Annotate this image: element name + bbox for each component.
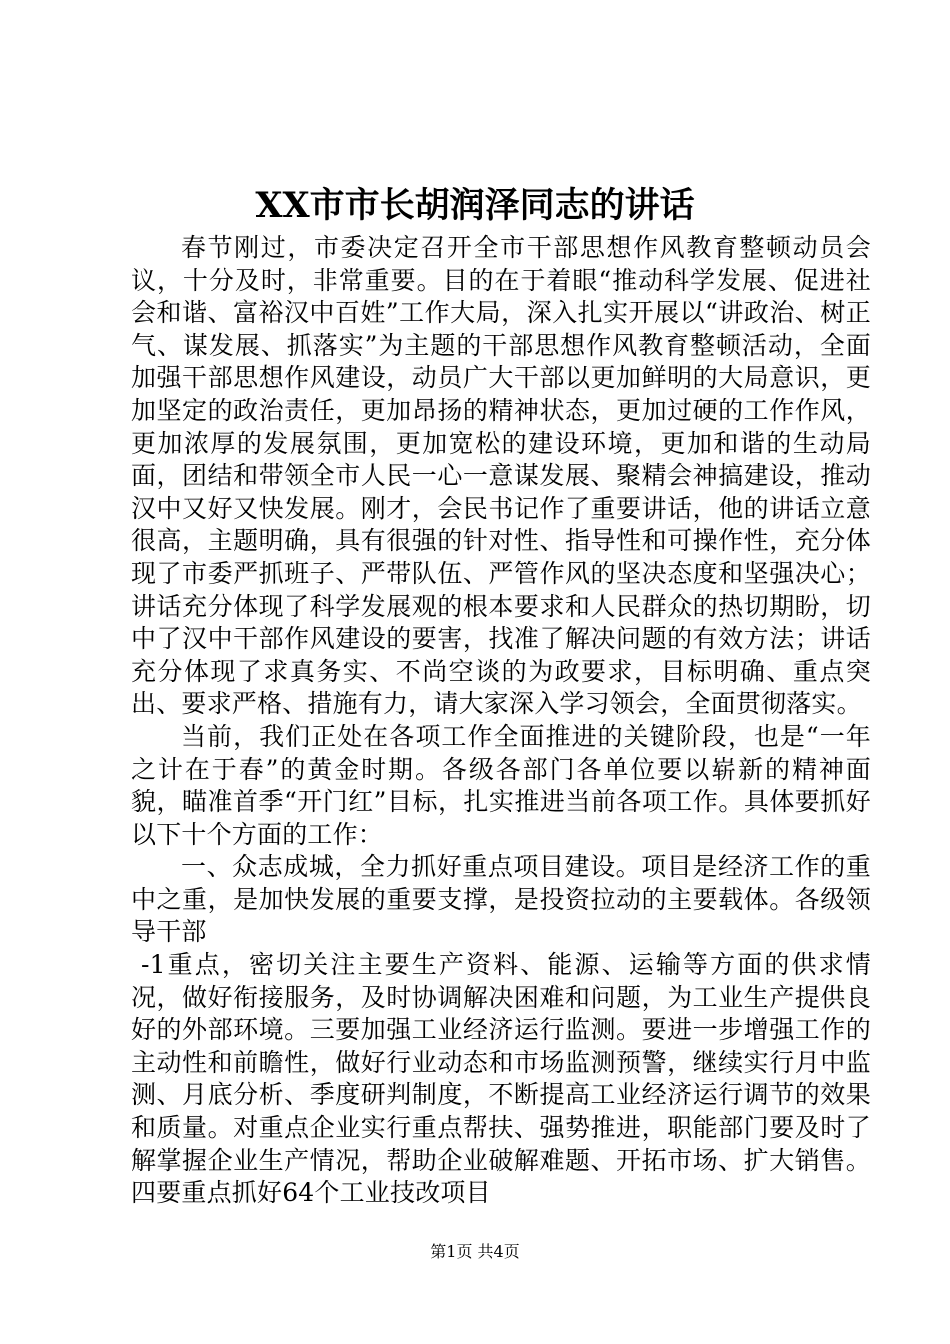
paragraph-section-one: 一、众志成城，全力抓好重点项目建设。项目是经济工作的重中之重，是加快发展的重要支撑，是投资拉动的主要载体。各级领导干部: [131, 852, 871, 947]
paragraph-opening: 春节刚过，市委决定召开全市干部思想作风教育整顿动员会议，十分及时，非常重要。目的在于着眼“推动科学发展、促进社会和谐、富裕汉中百姓”工作大局，深入扎实开展以“讲政治、树正气、谋发展、抓落实”为主题的干部思想作风教育整顿活动，全面加强干部思想作风建设，动员广大干部以更加鲜明的大局意识，更加坚定的政治责任，更加昂扬的精神状态，更加过硬的工作作风，更加浓厚的发展氛围，更加宽松的建设环境，更加和谐的生动局面，团结和带领全市人民一心一意谋发展、聚精会神搞建设，推动汉中又好又快发展。刚才，会民书记作了重要讲话，他的讲话立意很高，主题明确，具有很强的针对性、指导性和可操作性，充分体现了市委严抓班子、严带队伍、严管作风的坚决态度和坚强决心；讲话充分体现了科学发展观的根本要求和人民群众的热切期盼，切中了汉中干部作风建设的要害，找准了解决问题的有效方法；讲话充分体现了求真务实、不尚空谈的为政要求，目标明确、重点突出、要求严格、措施有力，请大家深入学习领会，全面贯彻落实。: [131, 233, 871, 719]
paragraph-current-stage: 当前，我们正处在各项工作全面推进的关键阶段，也是“一年之计在于春”的黄金时期。各级各部门各单位要以崭新的精神面貌，瞄准首季“开门红”目标，扎实推进当前各项工作。具体要抓好以下十个方面的工作：: [131, 721, 871, 849]
document-body: [131, 232, 871, 1210]
paragraph-continuation: -1重点，密切关注主要生产资料、能源、运输等方面的供求情况，做好衔接服务，及时协调解决困难和问题，为工业生产提供良好的外部环境。三要加强工业经济运行监测。要进一步增强工作的主动性和前瞻性，做好行业动态和市场监测预警，继续实行月中监测、月底分析、季度研判制度，不断提高工业经济运行调节的效果和质量。对重点企业实行重点帮扶、强势推进，职能部门要及时了解掌握企业生产情况，帮助企业破解难题、开拓市场、扩大销售。四要重点抓好64个工业技改项目: [131, 950, 871, 1208]
page-number-footer: 第1页 共4页: [430, 1242, 520, 1261]
document-title: XX市市长胡润泽同志的讲话: [255, 185, 695, 226]
